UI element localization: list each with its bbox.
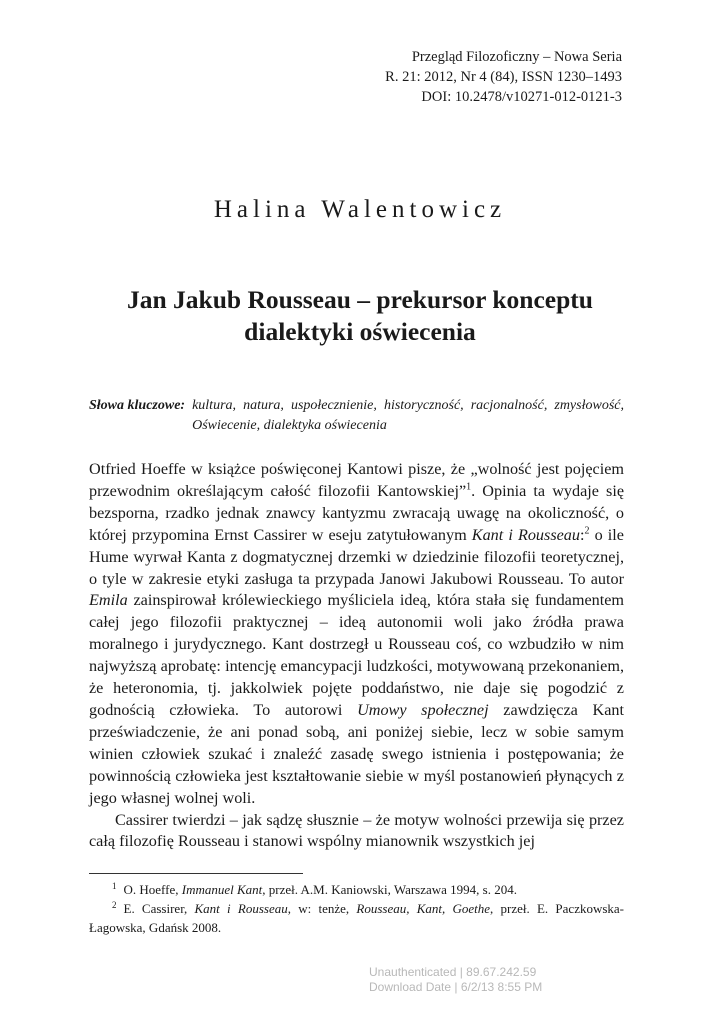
p1-italic-emila: Emila xyxy=(89,591,128,610)
footnote-ref-2[interactable]: 2 xyxy=(584,525,590,537)
p1-italic-kant-i-rousseau: Kant i Rousseau xyxy=(471,525,580,544)
article-body xyxy=(89,459,624,853)
footnote-2-mark: 2 xyxy=(112,899,117,910)
footnote-1-mark: 1 xyxy=(112,880,117,891)
footnote-ref-1[interactable]: 1 xyxy=(466,481,472,493)
footnote-1-italic-1: Immanuel Kant xyxy=(181,882,263,897)
footnote-rule xyxy=(89,873,303,874)
footnote-2-text-3: , przeł. E. Paczkowska-Łagowska, Gdańsk 2008. xyxy=(89,901,625,935)
p1-text-4: o ile Hume wyrwał Kanta z dogmatycznej drzemki w dziedzinie filozofii teoretycznej, o tyle w zakresie etyki zasługa ta przypada Janowi Jakubowi Rousseau. To autor xyxy=(89,525,624,588)
footnote-2 xyxy=(89,899,624,937)
keywords-block xyxy=(89,396,624,436)
article-title xyxy=(0,284,720,348)
keywords-text: kultura, natura, uspołecznienie, historyczność, racjonalność, zmysłowość, Oświecenie, dialektyka oświecenia xyxy=(192,398,624,433)
body-paragraph-2: Cassirer twierdzi – jak sądzę słusznie – że motyw wolności przewija się przez całą filozofię Rousseau i stanowi wspólny mianownik wszystkich jej xyxy=(89,810,624,851)
p1-text-2: . Opinia ta wydaje się bezsporna, rzadko jednak znawcy kantyzmu zwracają uwagę na okoliczność, o której przypomina Ernst Cassirer w eseju zatytułowanym xyxy=(89,481,625,544)
journal-issue: R. 21: 2012, Nr 4 (84), ISSN 1230–1493 xyxy=(385,69,622,85)
p1-text-1: Otfried Hoeffe w książce poświęconej Kantowi pisze, że „wolność jest pojęciem przewodnim określającym całość filozofii Kantowskiej” xyxy=(89,460,624,500)
footnote-1-text-1: O. Hoeffe, xyxy=(123,882,182,897)
article-title-line2: dialektyki oświecenia xyxy=(244,317,476,346)
author-name: Halina Walentowicz xyxy=(213,196,507,223)
footnote-2-italic-1: Kant i Rousseau xyxy=(194,901,288,916)
p1-text-3: : xyxy=(580,525,585,544)
download-watermark xyxy=(369,965,542,995)
footnotes xyxy=(89,880,624,937)
footnote-2-text-1: E. Cassirer, xyxy=(123,901,195,916)
p1-text-6: zawdzięcza Kant przeświadczenie, że ani ponad sobą, ani poniżej siebie, lecz w sobie samym winien człowiek szukać i znaleźć zasadę swego istnienia i postępowania; że powinnością człowieka jest kształtowanie siebie w myśl postanowień płynących z jego własnej wolnej woli. xyxy=(89,700,624,807)
watermark-line2: Download Date | 6/2/13 8:55 PM xyxy=(369,980,543,994)
journal-doi: DOI: 10.2478/v10271-012-0121-3 xyxy=(421,89,622,105)
footnote-1 xyxy=(89,880,624,899)
journal-name: Przegląd Filozoficzny – Nowa Seria xyxy=(411,49,622,65)
journal-header xyxy=(385,47,622,107)
body-paragraph-1 xyxy=(89,459,624,810)
p1-italic-umowy: Umowy społecznej xyxy=(357,700,489,719)
watermark-line1: Unauthenticated | 89.67.242.59 xyxy=(369,965,537,979)
footnote-2-text-2: , w: tenże, xyxy=(287,901,357,916)
article-title-line1: Jan Jakub Rousseau – prekursor konceptu xyxy=(127,285,593,314)
keywords-label: Słowa kluczowe: xyxy=(89,398,186,413)
footnote-1-text-2: , przeł. A.M. Kaniowski, Warszawa 1994, s. 204. xyxy=(262,882,517,897)
p1-text-5: zainspirował królewieckiego myśliciela ideą, która stała się fundamentem całej jego filozofii praktycznej – ideą autonomii woli jako źródła prawa moralnego i jurydycznego. Kant dostrzegł u Rousseau coś, co wzbudziło w nim najwyższą aprobatę: intencję emancypacji ludzkości, motywowaną przekonaniem, że heteronomia, tj. jakkolwiek pojęte poddaństwo, nie daje się pogodzić z godnością człowieka. To autorowi xyxy=(89,591,624,719)
footnote-2-italic-2: Rousseau, Kant, Goethe xyxy=(356,901,491,916)
